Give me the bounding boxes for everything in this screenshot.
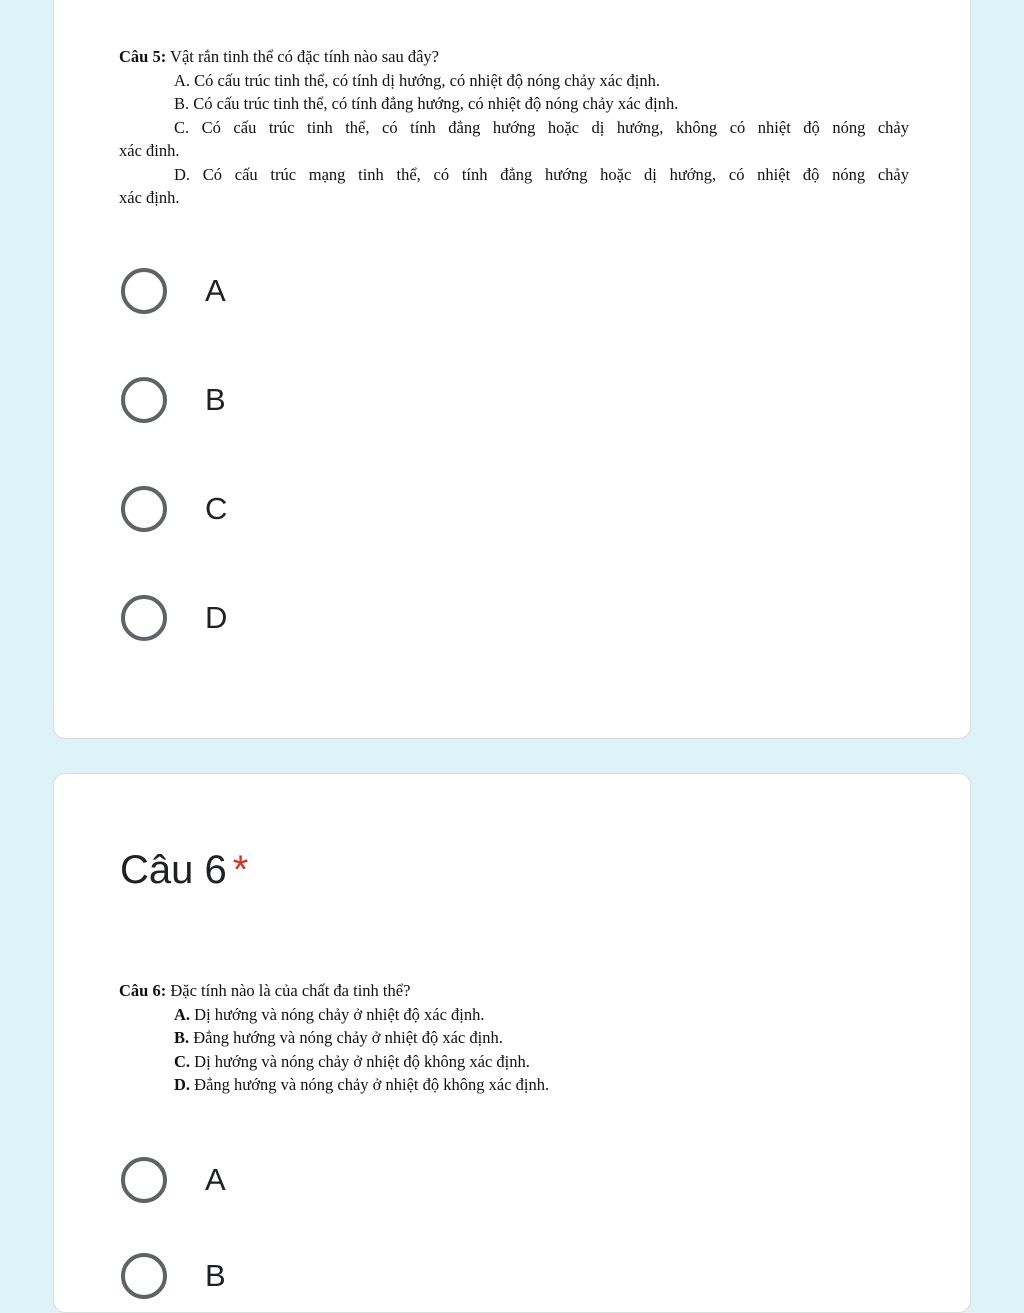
- q6-image-option-b: [119, 1026, 899, 1050]
- q5-image-title-text: Vật rắn tinh thể có đặc tính nào sau đây?: [170, 47, 439, 66]
- q6-radio-b-icon[interactable]: [121, 1253, 167, 1299]
- q5-option-a[interactable]: [121, 263, 226, 319]
- q6-option-b-label: B: [205, 1258, 226, 1293]
- q5-option-d-label: D: [205, 600, 228, 635]
- q5-radio-c-icon[interactable]: [121, 486, 167, 532]
- q6-image-option-d-label: D.: [174, 1075, 191, 1094]
- q5-image-option-b: B. Có cấu trúc tinh thể, có tính đẳng hướng, có nhiệt độ nóng chảy xác định.: [174, 94, 679, 113]
- q6-radio-a-icon[interactable]: [121, 1157, 167, 1203]
- q5-option-c[interactable]: [121, 481, 227, 537]
- q6-image-option-a-label: A.: [174, 1004, 191, 1024]
- question-card-6: [53, 773, 971, 1313]
- q6-image-option-c-text: Dị hướng và nóng chảy ở nhiệt độ không xác định.: [194, 1051, 530, 1071]
- q5-option-a-label: A: [205, 273, 226, 308]
- q5-image-title: [119, 45, 909, 69]
- question-6-image: [119, 979, 899, 1097]
- q5-option-d[interactable]: [121, 590, 227, 646]
- q6-image-option-b-label: B.: [174, 1028, 190, 1047]
- q5-radio-a-icon[interactable]: [121, 268, 167, 314]
- q6-image-title: [119, 979, 899, 1003]
- q5-radio-b-icon[interactable]: [121, 377, 167, 423]
- q6-image-title-label: Câu 6:: [119, 981, 167, 1000]
- q5-image-option-d-line2: xác định.: [119, 188, 180, 207]
- required-asterisk: *: [232, 848, 249, 892]
- q6-image-option-b-text: Đẳng hướng và nóng chảy ở nhiệt độ xác định.: [193, 1028, 503, 1047]
- q5-option-b-label: B: [205, 382, 226, 417]
- q5-image-title-label: Câu 5:: [119, 47, 167, 66]
- q5-image-option-a: A. Có cấu trúc tinh thể, có tính dị hướng, có nhiệt độ nóng chảy xác định.: [174, 70, 660, 90]
- question-card-5: [53, 0, 971, 739]
- q5-option-b[interactable]: [121, 372, 226, 428]
- q6-image-option-a: [119, 1003, 899, 1027]
- q6-option-a-label: A: [205, 1162, 226, 1197]
- q6-image-title-text: Đặc tính nào là của chất đa tinh thể?: [170, 981, 411, 1000]
- q6-option-a[interactable]: [121, 1152, 226, 1208]
- q6-image-option-a-text: Dị hướng và nóng chảy ở nhiệt độ xác định.: [194, 1004, 485, 1024]
- q5-image-option-d-line1: D. Có cấu trúc mạng tinh thể, có tính đẳng hướng hoặc dị hướng, có nhiệt độ nóng chảy: [174, 164, 909, 184]
- q6-image-option-d-text: Đẳng hướng và nóng chảy ở nhiệt độ không xác định.: [194, 1075, 550, 1094]
- question-6-title-text: Câu 6: [120, 848, 227, 892]
- q6-option-b[interactable]: [121, 1248, 226, 1304]
- question-6-title: [120, 848, 248, 893]
- question-5-image: [119, 45, 909, 210]
- q6-image-option-d: [119, 1073, 899, 1097]
- q5-image-option-c-line2: xác đinh.: [119, 141, 180, 160]
- q6-image-option-c-label: C.: [174, 1051, 191, 1071]
- q5-radio-d-icon[interactable]: [121, 595, 167, 641]
- q5-image-option-c-line1: C. Có cấu trúc tinh thể, có tính đẳng hướng hoặc dị hướng, không có nhiệt độ nóng chảy: [174, 117, 909, 137]
- q6-image-option-c: [119, 1050, 899, 1074]
- q5-option-c-label: C: [205, 491, 228, 526]
